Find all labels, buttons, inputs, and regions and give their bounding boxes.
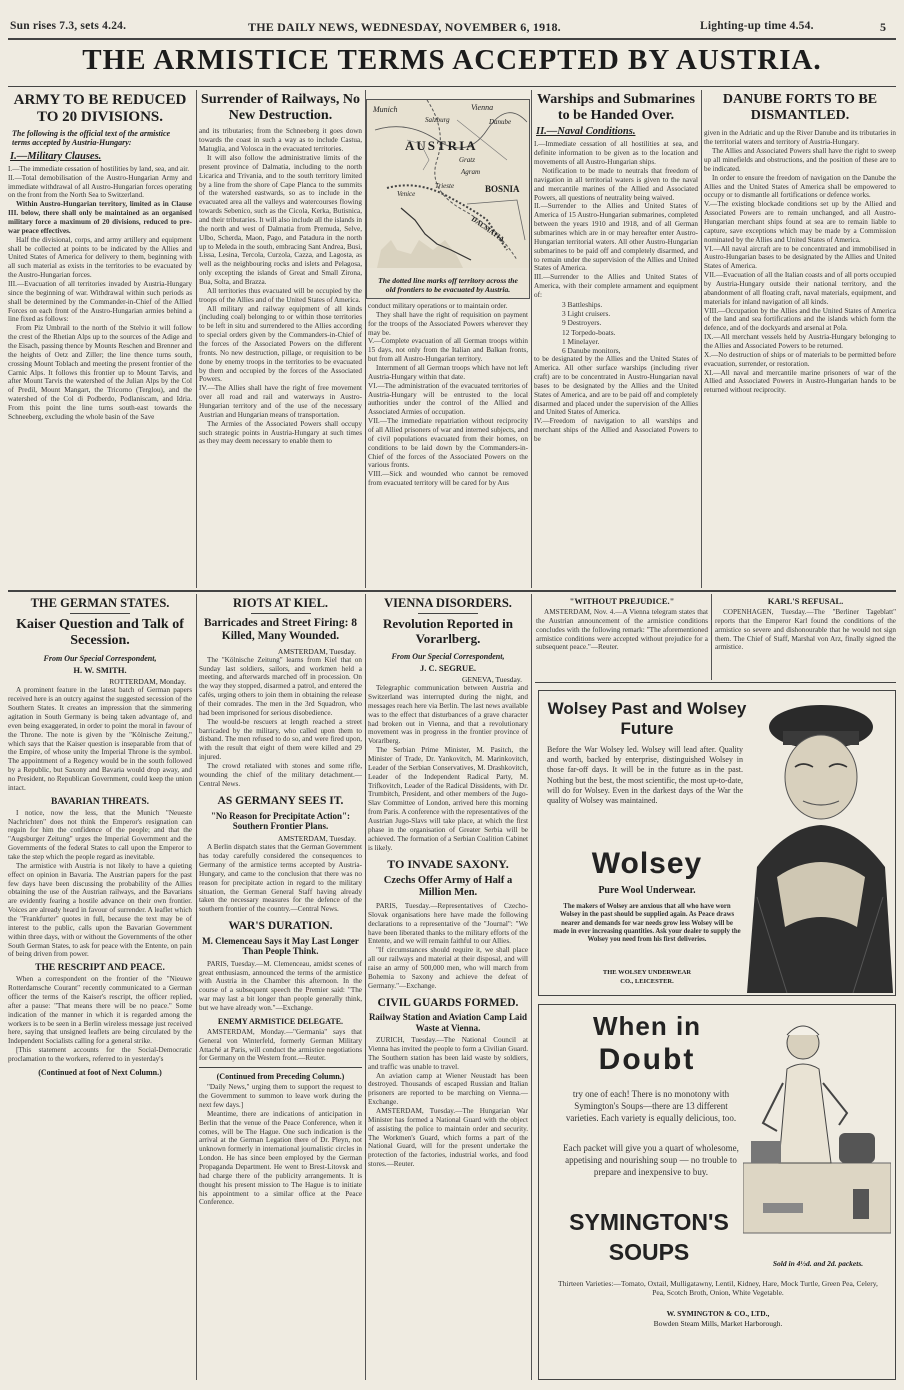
subhead: THE RESCRIPT AND PEACE. <box>35 963 165 974</box>
map-label-venice: Venice <box>397 190 416 198</box>
paragraph: conduct military operations or to maintain order. <box>368 302 508 310</box>
list-item: 1 Minelayer. <box>562 336 600 346</box>
map-label-salzburg: Salzburg <box>425 116 450 124</box>
paragraph: IV.—The Allies shall have the right of free movement over all road and rail and waterways in Austro-Hungarian territory and of the use of the necessary Austrian and Hungarian means of transportation. <box>199 384 362 419</box>
paragraph: AMSTERDAM, Monday.—"Germania" says that General von Winterfeld, formerly German Military Attaché at Paris, will conduct the armistice negotiations for Germany on the Western front.—Reuter. <box>199 1027 362 1063</box>
list-item: 12 Torpedo-boats. <box>562 327 616 337</box>
paragraph: ZURICH, Tuesday.—The National Council at Vienna has invited the people to form a Civilian Guard. The Southern station has been laid waste by soldiers, and traffic was unable to travel. <box>368 1036 528 1071</box>
column-rule <box>701 90 702 588</box>
wolsey-tagline: Pure Wool Underwear. <box>598 885 696 896</box>
wolsey-maker-town: CO., LEICESTER. <box>620 978 674 985</box>
subhead: WAR'S DURATION. <box>228 920 333 933</box>
map-label-vienna: Vienna <box>471 103 494 112</box>
paragraph: The would-be rescuers at length reached a street barricaded by the military, who called upon them to disband. The men refused to do so, and were fired upon, with the result that eight of them were killed and 29 injured. <box>199 717 362 762</box>
column-rule <box>196 90 197 588</box>
paragraph: II.—Surrender to the Allies and United States of America of 15 Austro-Hungarian submarines, completed between the years 1910 and 1918, and of all German submarines which are in or may hereafter enter Austro-Hungarian territorial waters. All other Austro-Hungarian submarines to be paid off and completely disarmed, and to remain under the supervision of the Allies and United States of America. <box>534 202 698 273</box>
map-label-austria: AUSTRIA <box>405 138 478 153</box>
paragraph: In order to ensure the freedom of navigation on the Danube the Allies and the United States of America shall be empowered to occupy or to dismantle all fortifications or defence works. <box>704 173 896 200</box>
paragraph: I.—Immediate cessation of all hostilities at sea, and definite information to be given as to the location and movements of all Austro-Hungarian ships. <box>534 140 698 167</box>
article-title: KARL'S REFUSAL. <box>767 596 844 606</box>
divider <box>199 1067 362 1068</box>
paragraph: to be designated by the Allies and the United States of America. All other surface warships (including river craft) are to be concentrated in Austro-Hungarian naval bases to be designated by the Allies and the United States of America, and are to be paid off and completely disarmed and placed under the supervision of the Allies and United States of America. <box>534 355 698 417</box>
dateline: GENEVA, Tuesday. <box>461 675 522 685</box>
article-karls-refusal <box>715 596 896 680</box>
symington-price-caption: Sold in 4½d. and 2d. packets. <box>772 1259 864 1268</box>
wolsey-headline: Wolsey Past and Wolsey Future <box>547 699 747 738</box>
subhead-deck: Railway Station and Aviation Camp Laid Waste at Vienna. <box>368 1012 528 1033</box>
subhead: BAVARIAN THREATS. <box>50 796 150 807</box>
paragraph: A Berlin dispatch states that the German Government has today carefully considered the consequences to Germany of the armistice terms accepted by Austria-Hungary, and came to the conclusion that there was no reason for precipitate action in regard to the military situation, the German General Staff having already taken the necessary measures for the defence of the southern frontier of the country.—Central News. <box>199 843 362 914</box>
paragraph: I.—The immediate cessation of hostilities by land, sea, and air. <box>8 164 190 173</box>
paragraph: An aviation camp at Wiener Neustadt has been destroyed. Thousands of escaped Russian and Italian prisoners are reported to be marching on Vienna.—Exchange. <box>368 1071 528 1107</box>
article-kicker: VIENNA DISORDERS. <box>384 596 512 610</box>
paragraph: VII.—Evacuation of all the Italian coasts and of all ports occupied by Austria-Hungary outside their national territory, and the abandonment of all floating craft, naval materials, equipment, and materials for inland navigation of all kinds. <box>704 271 896 306</box>
paragraph: [This statement accounts for the Social-Democratic proclamation to the workers, referred to in yesterday's <box>8 1046 192 1063</box>
header-rule <box>8 38 896 40</box>
symington-maker-address: Bowden Steam Mills, Market Harborough. <box>653 1319 783 1328</box>
divider <box>70 613 130 614</box>
article-kicker: RIOTS AT KIEL. <box>232 596 329 610</box>
subhead-deck: Czechs Offer Army of Half a Million Men. <box>383 874 513 898</box>
paragraph: The Armies of the Associated Powers shall occupy such strategic points in Austria-Hungary at such times as they may deem necessary to enable them to <box>199 419 362 446</box>
paragraph: I notice, now the less, that the Munich "Neueste Nachrichten" does not think the Emperor's resignation can regain for him the confidence of the people; and that the "Augsburger Zeitung" urges the Imperial Government and the Governments of the federal States to call upon the Emperor to take the step which the people regard as inevitable. <box>8 808 192 861</box>
byline-from: From Our Special Correspondent, <box>391 652 505 662</box>
list-item: 3 Light cruisers. <box>562 309 611 319</box>
list-item: 6 Danube monitors, <box>562 346 621 356</box>
main-headline: THE ARMISTICE TERMS ACCEPTED BY AUSTRIA. <box>82 44 822 76</box>
paragraph: VIII.—Occupation by the Allies and the United States of America of the land and sea fortifications and the islands which form the defence, and of the dockyards and arsenal at Pola. <box>704 306 896 333</box>
paragraph: PARIS, Tuesday.—M. Clemenceau, amidst scenes of great enthusiasm, announced the terms of the armistice with Austria in the Chamber this afternoon. In the course of a subsequent speech the Premier said: "The war may last a bit longer than people generally think, but we have already won."—Exchange. <box>199 959 362 1012</box>
paragraph: A prominent feature in the latest batch of German papers received here is an outcry against the suggested secession of the Southern States. It creates an impression that the simmering agitation in South Germany is being taken advantage of, and even being exaggerated, in order to point the moral in favour of the Throne. The note is given by the "Kölnische Zeitung," which says that the Kaiser question is inseparable from that of the Empire, of whose unity the Imperial Throne is the symbol. The appointment of a Regency would be in the south followed by a Republic, but Saxony and Bavaria would drop away, and no President, no Republican Government, could keep the union intact. <box>8 686 192 792</box>
subhead: TO INVADE SAXONY. <box>387 857 509 872</box>
article-intro: The following is the official text of the armistice terms accepted by Austria-Hungary: <box>12 128 171 148</box>
article-riots-kiel <box>199 596 362 1380</box>
paragraph: From Piz Umbrail to the north of the Stelvio it will follow the crest of the Rhetian Alps up to the sources of the Adige and the Eisach, passing thence by Mounts Reschen and Brenner and the heights of Oetz and Ziller; the line thence turns south, crossing Mount Toblach and meeting the present frontier of the Carnic Alps. It follows this frontier up to Mount Tarvis, and after Mount Tarvis the watershed of the Julian Alps by the Col of Predil, Mount Mangart, the Tricorno (Terglou), and the watershed of the Col di Podberdo, Podlaniscam, and Idria. From this point the line turns south-east towards the Schneeberg, excluding the whole basin of the Save <box>8 324 192 421</box>
article-title: Barricades and Street Firing: 8 Killed, Many Wounded. <box>203 617 358 642</box>
symington-copy-2: Each packet will give you a quart of wholesome, appetising and nourishing soup — no trouble to prepare and inexpensive to buy. <box>563 1143 739 1177</box>
column-rule <box>711 594 712 680</box>
column-rule <box>531 90 532 588</box>
article-title: Revolution Reported in Vorarlberg. <box>383 616 513 646</box>
wolsey-brand: Wolsey <box>591 847 703 880</box>
section-rule <box>8 590 896 592</box>
map-label-gratz: Gratz <box>459 156 475 164</box>
paragraph: IX.—All merchant vessels held by Austria-Hungary belonging to the Allies and Associated Powers to be returned. <box>704 333 896 350</box>
sun-times: Sun rises 7.3, sets 4.24. <box>10 20 127 32</box>
map-label-dalmatia: DALMATIA <box>469 215 506 244</box>
column-rule <box>196 594 197 1380</box>
subhead: CIVIL GUARDS FORMED. <box>377 996 519 1009</box>
paragraph: VII.—The immediate repatriation without reciprocity of all Allied prisoners of war and interned subjects, and of civil populations evacuated from their homes, on conditions to be laid down by the Commanders-in-Chief of the forces of the Associated Powers on the various fronts. <box>368 417 528 470</box>
article-without-prejudice <box>536 596 708 680</box>
paragraph: Half the divisional, corps, and army artillery and equipment shall be collected at points to be indicated by the Allies and United States of America for delivery to them, beginning with all such material as exists in the territories to be evacuated by the Austro-Hungarian forces. <box>8 235 192 280</box>
ship-list <box>534 300 698 356</box>
continued-note: (Continued from Preceding Column.) <box>216 1072 345 1082</box>
paragraph: given in the Adriatic and up the River Danube and its tributaries in the territorial waters and territory of Austria-Hungary. <box>704 129 896 147</box>
byline-name: H. W. SMITH. <box>73 665 127 676</box>
article-kicker: THE GERMAN STATES. <box>30 596 170 610</box>
article-title: Kaiser Question and Talk of Secession. <box>16 617 184 648</box>
article-title: Warships and Submarines to be Handed Over. <box>537 92 695 123</box>
divider <box>251 613 311 614</box>
paragraph: COPENHAGEN, Tuesday.—The "Berliner Tageblatt" reports that the Emperor Karl found the conditions of the armistice so severe and dishonourable that he would not sign them. The Chief of Staff, Marshal von Arz, finally signed the armistice. <box>715 608 896 652</box>
paragraph: X.—No destruction of ships or of materials to be permitted before evacuation, surrender, or restoration. <box>704 350 896 368</box>
paragraph: II.—Total demobilisation of the Austro-Hungarian Army and immediate withdrawal of all Austro-Hungarian forces operating on the front from the North Sea to Switzerland. <box>8 173 192 200</box>
dateline: AMSTERDAM, Tuesday. <box>277 646 356 656</box>
paragraph: The crowd retaliated with stones and some rifle, wounding the chief of the military detachment.—Central News. <box>199 762 362 788</box>
paragraph: PARIS, Tuesday.—Representatives of Czecho-Slovak organisations here have made the following declarations to a representative of the "Journal": "We have been liberated thanks to the military efforts of the Entente, and we will remain faithful to our Allies. <box>368 901 528 946</box>
paragraph: V.—The existing blockade conditions set up by the Allied and Associated Powers are to remain unchanged, and all Austro-Hungarian merchant ships found at sea are to remain liable to capture, save exceptions which may be made by a Commission nominated by the Allies and United States of America. <box>704 200 896 244</box>
cook-illustration <box>743 1013 891 1257</box>
symington-maker: W. SYMINGTON & CO., LTD., <box>666 1309 770 1318</box>
section-heading: II.—Naval Conditions. <box>536 126 636 138</box>
wolsey-small-print: The makers of Wolsey are anxious that all who have worn Wolsey in the past should be supplied again. As Peace draws nearer and demands for war needs grow less Wolsey will be made in ever increasing quantities. Ask your dealer to supply the Wolsey you need from his first deliveries. <box>553 903 741 944</box>
paragraph: AMSTERDAM, Nov. 4.—A Vienna telegram states that the Austrian announcement of the armistice conditions concludes with the following remark: "The aforementioned armistice conditions were accepted without prejudice for a subsequent peace."—Reuter. <box>536 608 708 652</box>
paragraph: Within Austro-Hungarian territory, limited as in Clause III. below, there shall only be maintained as an organised military force a maximum of 20 divisions, reduced to pre-war peace effectives. <box>8 200 192 235</box>
paragraph: It will also follow the administrative limits of the present province of Dalmatia, including to the north Licarica and Trivania, and to the south territory limited by a line from the shore of Cape Planca to the summits of the watershed eastwards, so as to include in the evacuated area all the valleys and watercourses flowing towards Sebenico, such as the Cicola, Kerka, Butisnica, and their tributaries. It will also include all the islands in the north and west of Dalmatia from Premuda, Selve, Ulbo, Scherda, Maon, Pago, and Patadura in the north up to Meleda in the south, embracing Sant Andrea, Busi, Lissa, Lesina, Tercola, Curzola, Cazza, and Lagosta, as well as the neighbouring rocks and islets and Pelagosa, only excepting the islands of Great and Small Zirona, Bua, Solta, and Brazza. <box>199 153 362 286</box>
subhead-deck: "No Reason for Precipitate Action": Southern Frontier Plans. <box>210 810 351 831</box>
paragraph: "If circumstances should require it, we shall place all our railways and material at their disposal, and will raise an army of 500,000 men, who will march from Bohemia to Saxony and achieve the defeat of Germany."—Exchange. <box>368 946 528 990</box>
column-rule <box>531 594 532 1380</box>
page-number: 5 <box>880 20 887 34</box>
map-label-trieste: Trieste <box>435 182 455 190</box>
subhead: AS GERMANY SEES IT. <box>217 794 344 807</box>
article-german-states <box>8 596 192 1380</box>
paragraph: Meantime, there are indications of anticipation in Berlin that the venue of the Peace Conference, when it comes, will be The Hague. One such indication is the arrival at the German Legation there of Dr. Pleyn, not unknown formerly in international journalistic circles in London. He has since been employed by the German Propaganda Department. He went to Brest-Litovsk and had charge there of the publicity arrangements. It is thought his present mission to The Hague is to initiate his appointment to a similar office at the Peace Conference. <box>199 1109 362 1207</box>
map-label-munich: Munich <box>373 105 398 114</box>
paragraph: The Allies and Associated Powers shall have the right to sweep up all minefields and obstructions, and the position of these are to be indicated. <box>704 147 896 173</box>
paragraph: AMSTERDAM, Tuesday.—The Hungarian War Minister has formed a National Guard with the object of assisting the police to maintain order and security. The Workmen's Guard, which forms a part of the National Guard, will for the present undertake the protection of the factories, industrial works, and food stores.—Reuter. <box>368 1107 528 1169</box>
paragraph: VI.—All naval aircraft are to be concentrated and immobilised in Austro-Hungarian bases to be designated by the Allies and United States of America. <box>704 244 896 271</box>
banner-rule <box>8 86 896 87</box>
byline-name: J. C. SEGRUE. <box>420 663 476 674</box>
subhead-deck: M. Clemenceau Says it May Last Longer Than People Think. <box>202 935 359 957</box>
paragraph: "Daily News," urging them to support the request to the Government to summon to leave work during the next few days.] <box>199 1083 362 1109</box>
paragraph: Notification to be made to neutrals that freedom of navigation in all territorial waters is given to the naval and mercantile marines of the Allied and Associated Powers, all questions of neutrality being waived. <box>534 166 698 202</box>
paragraph: IV.—Freedom of navigation to all warships and merchant ships of the Allied and Associated Powers to be <box>534 417 698 444</box>
section-heading: I.—Military Clauses. <box>10 150 102 162</box>
paragraph: The armistice with Austria is not likely to have a quieting effect on opinion in Bavaria. The Austrian papers for the past few days have been discussing the probability of the Allies obtaining the use of the Austrian railways, and the Bavarians are evidently fearing a hostile advance on their own frontier. Voices are already heard in favour of surrender. A leaflet which the "Frankfurter" quotes in full, because the text may be of interest to the public, calls upon the Bavarian Government within three days, with or without the Governments of the other South German States, to ask for peace with the Entente, on pain of being driven from power. <box>8 861 192 959</box>
article-army-reduction <box>8 92 192 588</box>
advert-symington <box>538 1004 896 1380</box>
paragraph: All territories thus evacuated will be occupied by the troops of the Allies and of the United States of America. <box>199 286 362 304</box>
symington-headline-2: Doubt <box>598 1043 696 1076</box>
paragraph: The Serbian Prime Minister, M. Pasitch, the Minister of Trade, Dr. Yankovitch, M. Marinkovitch, Leader of the Serbian Conservatives, M. Drashkovitch, Leader of the Independent Radical Party, M. Trifkovitch, Leader of the Radical Dissidents, with Dr. Trumbitch, President, and other members of the Jugo-Slav Committee of London, arrived here this morning from Paris. A conference with the representatives of the Austrian Jugo-Slavs will take place, at which the first phase in the organisation of Greater Serbia will be achieved. The formation of a Serbian Coalition Cabinet is likely. <box>368 746 528 852</box>
paragraph: V.—Complete evacuation of all German troops within 15 days, not only from the Italian and Balkan fronts, but from all Austro-Hungarian territory. <box>368 337 528 364</box>
article-title: ARMY TO BE REDUCED TO 20 DIVISIONS. <box>13 92 187 125</box>
map-label-bosnia: BOSNIA <box>485 184 520 194</box>
divider <box>418 613 478 614</box>
paragraph: When a correspondent on the frontier of the "Nieuwe Rotterdamsche Courant" recently communicated to a German officer the terms of the Kaiser's rescript, the officer replied, after a pause: "That means there will be no peace." Some indication of the manner in which it is regarded among the workers is to be seen in a Berlin wireless message just received here, saying that unsigned leaflets are being circulated by the Independent Socialists calling for a general strike. <box>8 975 192 1046</box>
paragraph: III.—Surrender to the Allies and United States of America, with their complete armament and equipment of: <box>534 273 698 299</box>
article-title: DANUBE FORTS TO BE DISMANTLED. <box>722 92 878 123</box>
paragraph: and its tributaries; from the Schneeberg it goes down towards the coast in such a way as to include Castua, Matuglia, and Volosca in the evacuated territories. <box>199 127 362 154</box>
article-railways <box>199 92 362 588</box>
wolsey-maker: THE WOLSEY UNDERWEAR <box>602 969 692 976</box>
paragraph: The "Kölnische Zeitung" learns from Kiel that on Sunday last soldiers, sailors, and workmen held a meeting, and afterwards marched off in procession. On the way they stopped, disarmed a patrol, and entered the cafés, urging others to join them in obtaining the release of their comrades. The men in the 3rd Squadron, who had been imprisoned for serious disobedience. <box>199 655 362 717</box>
wolsey-copy: Before the War Wolsey led. Wolsey will lead after. Quality and worth, backed by enterprise, distinguished Wolsey in those far-off days. It will be in the future as in the past. Nothing but the best, the most scientific, the most up-to-date, will do for Wolsey. Even in the darkest days of the War the quality of Wolsey was maintained. <box>547 745 743 806</box>
continued-note: (Continued at foot of Next Column.) <box>38 1067 162 1077</box>
article-vienna-disorders <box>368 596 528 1380</box>
list-item: 3 Battleships. <box>562 299 603 309</box>
subhead: ENEMY ARMISTICE DELEGATE. <box>217 1016 344 1026</box>
symington-brand: SYMINGTON'S <box>569 1209 729 1235</box>
map-caption: The dotted line marks off territory across the old frontiers to be evacuated by Austria. <box>378 276 518 295</box>
article-title: "WITHOUT PREJUDICE." <box>569 596 675 606</box>
byline-from: From Our Special Correspondent, <box>43 654 157 664</box>
map-drawing <box>367 100 529 268</box>
symington-copy: try one of each! There is no monotony with Symington's Soups—there are 13 different varieties. Each variety is equally delicious, too. <box>565 1089 737 1123</box>
paragraph: They shall have the right of requisition on payment for the troops of the Associated Powers wherever they may be. <box>368 310 528 337</box>
article-warships <box>534 92 698 588</box>
map-label-agram: Agram <box>461 168 481 176</box>
dateline: ROTTERDAM, Monday. <box>109 677 186 687</box>
austria-map <box>366 99 530 299</box>
paragraph: VI.—The administration of the evacuated territories of Austria-Hungary will be entrusted to the local authorities under the control of the Allied and Associated Armies of occupation. <box>368 381 528 417</box>
article-danube-forts <box>704 92 896 588</box>
section-rule <box>535 682 896 683</box>
paragraph: XI.—All naval and mercantile marine prisoners of war of the Allied and Associated Powers in Austro-Hungarian hands to be returned without reciprocity. <box>704 368 896 395</box>
column-rule <box>365 594 366 1380</box>
symington-varieties: Thirteen Varieties:—Tomato, Oxtail, Mulligatawny, Lentil, Kidney, Hare, Mock Turtle, Green Pea, Celery, Pea, Scotch Broth, Onion, White Vegetable. <box>558 1279 878 1298</box>
paragraph: VIII.—Sick and wounded who cannot be removed from evacuated territory will be cared for by Aus <box>368 470 528 488</box>
article-title: Surrender of Railways, No New Destruction. <box>201 92 360 123</box>
paragraph: All military and railway equipment of all kinds (including coal) belonging to or within those territories to be left in situ and surrendered to the Allies according to special orders given by the Commanders-in-Chief of the forces of the Associated Powers on the different fronts. No new destruction, pillage, or requisition to be done by enemy troops in the territories to be evacuated by them and occupied by the forces of the Associated Powers. <box>199 304 362 384</box>
article-evacuation <box>368 302 528 588</box>
dateline: AMSTERDAM, Tuesday. <box>277 834 356 844</box>
cardinal-portrait <box>747 697 893 993</box>
paragraph: Internment of all German troops which have not left Austria-Hungary within that date. <box>368 364 528 381</box>
symington-brand-2: SOUPS <box>608 1239 690 1265</box>
paragraph: III.—Evacuation of all territories invaded by Austria-Hungary since the beginning of war. Withdrawal within such periods as shall be determined by the Commander-in-Chief of the Allied Forces on each front of the Austro-Hungarian armies behind a line fixed as follows: <box>8 279 192 324</box>
advert-wolsey <box>538 690 896 996</box>
lighting-up-time: Lighting-up time 4.54. <box>700 20 814 32</box>
paper-dateline: THE DAILY NEWS, WEDNESDAY, NOVEMBER 6, 1918. <box>248 20 561 34</box>
symington-headline-1: When in <box>592 1011 702 1041</box>
list-item: 9 Destroyers. <box>562 318 602 328</box>
map-label-danube: Danube <box>489 118 512 126</box>
paragraph: Telegraphic communication between Austria and Switzerland was interrupted during the night, and messages reach here via Berlin. The last news available was to the effect that disturbances of a grave character had broken out in Vienna, and that a revolutionary movement was in progress in the frontier province of Vorarlberg. <box>368 684 528 746</box>
